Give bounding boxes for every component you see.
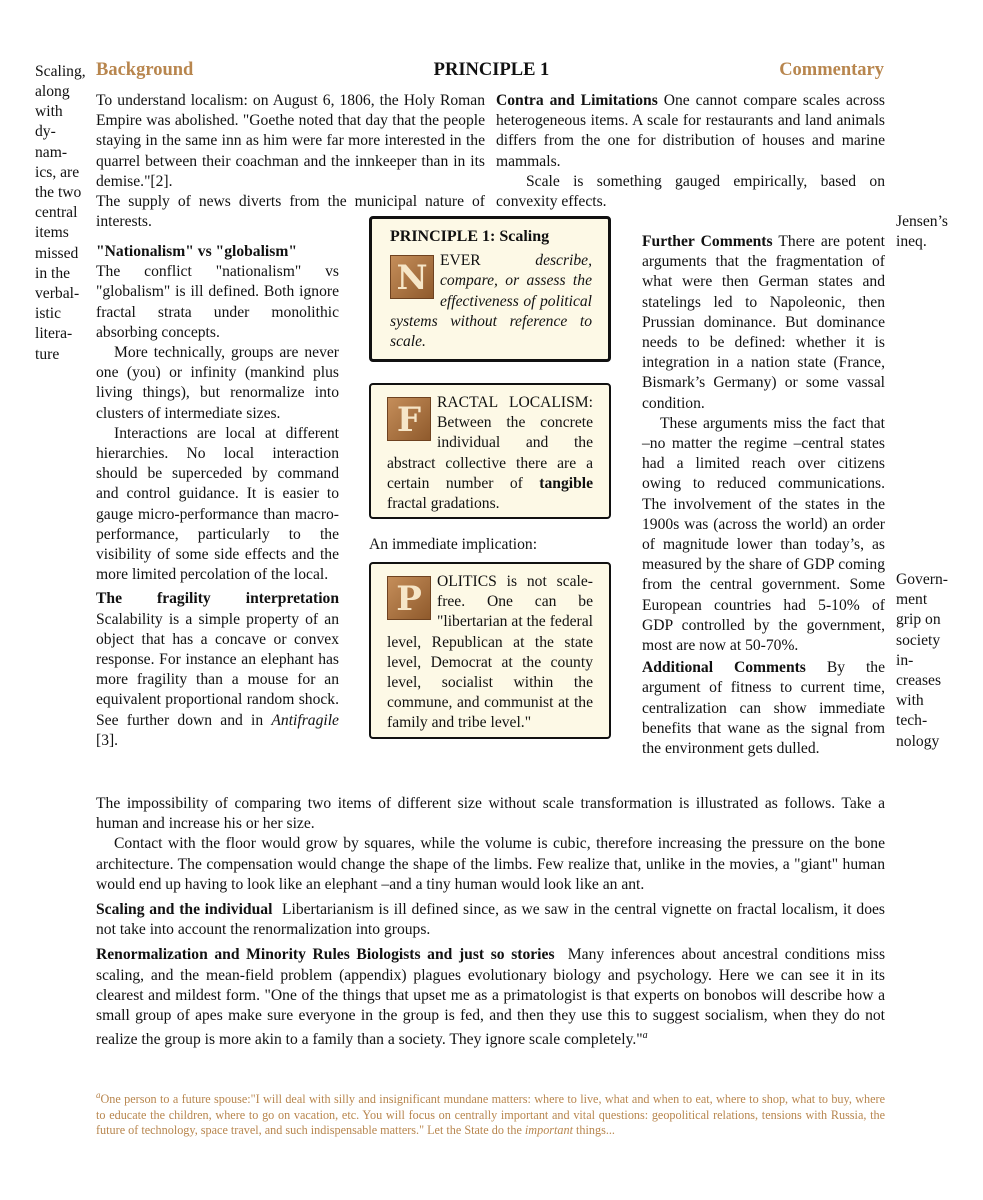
contra-paragraph — [496, 91, 885, 172]
footnote-mark: a — [96, 1090, 101, 1100]
background-intro: To understand localism: on August 6, 1806, the Holy Roman Empire was abolished. "Goethe noted that day that the people staying in the same inn as him were far more interested in the quarrel between their coachman and the innkeeper than in its demise."[2]. — [96, 92, 485, 190]
footnote-italic: important — [524, 1123, 573, 1138]
margin-note-central-items: along with dy- nam- ics, are the two central items missed in the verbal- istic litera- ture — [35, 83, 82, 363]
fractal-bold: tangible — [539, 474, 594, 492]
fractal-caps: RACTAL LOCALISM: — [437, 394, 593, 411]
footnote-tail: things... — [576, 1123, 615, 1138]
renormalization-body: Many inferences about ancestral conditions miss scaling, and the mean-field problem (appendix) plagues evolutionary biology and psychology. Here we can see it in its clearest and mildest form. "One of the things that upset me as a primatologist is that experts on bonobos will describe how a small group of apes make sure everyone in the group is fed, and then they use this to suggest socialism, when they do not realize the group is more akin to a family than a society. They ignore scale completely." — [96, 946, 886, 1049]
principle-caps: EVER — [440, 252, 481, 270]
individual-body: Libertarianism is ill defined since, as we saw in the central vignette on fractal localism, it does not take into account the renormalization into groups. — [96, 901, 885, 939]
fragility-ref-number: [3]. — [96, 731, 119, 749]
technically-paragraph: More technically, groups are never one (you) or infinity (mankind plus living things), but renormalize into clusters of intermediate sizes. — [96, 344, 339, 422]
interactions-paragraph: Interactions are local at different hierarchies. No local interaction should be superceded by command and control guidance. It is easier to gauge micro-performance than macro-performance, particularly to the visibility of some side effects and the more limited percolation of the local. — [96, 424, 339, 584]
politics-box-text — [387, 572, 593, 734]
individual-paragraph — [96, 900, 885, 940]
background-heading: Background — [96, 60, 194, 80]
politics-caps: OLITICS — [437, 573, 497, 590]
margin-note-scaling: Scaling, — [35, 63, 86, 80]
fractal-box-text — [387, 393, 593, 514]
politics-box — [369, 562, 611, 739]
contra-heading: Contra and Limitations — [496, 92, 658, 109]
scale-empirical: Scale is something gauged empirically, based on convexity effects. — [496, 172, 885, 211]
background-left-column — [96, 242, 339, 751]
principle-box-title: PRINCIPLE 1: Scaling — [390, 228, 550, 245]
background-supply: The supply of news diverts from the municipal nature of interests. — [96, 193, 485, 231]
further-comments — [642, 232, 885, 414]
commentary-top-section — [496, 91, 885, 212]
dropcap-n-icon: N — [390, 255, 434, 299]
fractal-text-a: Between the concrete individual and the abstract collective there are a certain number of — [387, 414, 593, 492]
footnote-reference: a — [642, 1030, 648, 1042]
additional-body: By the argument of fitness to current time, centralization can show immediate benefits that wane as the signal from the environment gets dulled. — [642, 659, 886, 758]
fragility-heading: The fragility interpretation — [96, 590, 339, 608]
further-heading: Further Comments — [642, 233, 773, 250]
renormalization-heading: Renormalization and Minority Rules Biologists and just so stories — [96, 946, 555, 964]
implication-label: An immediate implication: — [369, 536, 538, 553]
background-section — [96, 91, 485, 232]
additional-comments — [642, 658, 885, 759]
fragility-paragraph — [96, 589, 339, 751]
page-title: PRINCIPLE 1 — [433, 60, 550, 80]
impossibility-paragraph: The impossibility of comparing two items of different size without scale transformation is illustrated as follows. Take a human and increase his or her size. — [96, 795, 885, 833]
these-arguments: These arguments miss the fact that –no matter the regime –central states had a limited reach over citizens owing to reduced communications. The involvement of the states in the 1900s was (across the world) an order of magnitude lower than today’s, as measured by the share of GDP coming from the central government. Some European countries had 5-10% of GDP controlled by the government, most are now at 50-70%. — [642, 414, 885, 655]
fragility-ref: Antifragile — [271, 711, 339, 729]
bottom-section — [96, 794, 885, 1051]
fractal-text-b: fractal gradations. — [387, 495, 500, 513]
principle-statement: describe, compare, or assess the effectiveness of political systems without reference to scale. — [390, 252, 592, 351]
footnote — [96, 1088, 885, 1139]
contra-body: One cannot compare scales across heterogeneous items. A scale for restaurants and land animals differs from the one for distribution of houses and marine mammals. — [496, 92, 885, 170]
nationalism-body: The conflict "nationalism" vs "globalism" is ill defined. Both ignore fractal strata under monolithic absorbing concepts. — [96, 263, 339, 341]
commentary-heading: Commentary — [779, 60, 884, 80]
margin-note-government: Govern- ment grip on society in- creases with tech- nology — [896, 571, 948, 750]
commentary-right-column — [642, 232, 885, 759]
dropcap-p-icon: P — [387, 576, 431, 620]
renormalization-paragraph — [96, 945, 885, 1050]
footnote-text: One person to a future spouse:"I will deal with silly and insignificant mundane matters: where to live, what and when to eat, where to shop, what to buy, where to educate the children, where to go on vacation, etc. You will focus on centrally important and vital questions: geopolitical relations, tensions with Russia, the future of technology, space travel, and such indispensable matters." Let the State do the — [96, 1092, 885, 1138]
fragility-body: Scalability is a simple property of an object that has a concave or convex response. For instance an elephant has more fragility than a mouse for an equivalent proportional random shock. See further down and in — [96, 610, 339, 729]
contact-paragraph: Contact with the floor would grow by squares, while the volume is cubic, therefore increasing the pressure on the bone architecture. The compensation would change the shape of the limbs. Few realize that, unlike in the movies, a "giant" human would end up having to look like an elephant –and a tiny human would look like an ant. — [96, 835, 885, 893]
nationalism-heading: "Nationalism" vs "globalism" — [96, 243, 297, 260]
fractal-localism-box — [369, 383, 611, 519]
margin-note-jensen: Jensen’s ineq. — [896, 213, 948, 251]
politics-statement: is not scale-free. One can be "libertarian at the federal level, Republican at the state level, Democrat at the county level, socialist within the commune, and communist at the family and tribe level." — [387, 573, 593, 732]
principle-box — [369, 216, 611, 362]
further-body: There are potent arguments that the fragmentation of what were then German states and statelings led to Napoleonic, then Prussian dominance. But dominance needs to be defined: whether it is integration in a nation state (France, Bismark’s Germany) or some vassal condition. — [642, 233, 886, 412]
dropcap-f-icon: F — [387, 397, 431, 441]
principle-box-text — [390, 251, 592, 352]
additional-heading: Additional Comments — [642, 659, 806, 677]
individual-heading: Scaling and the individual — [96, 901, 273, 919]
